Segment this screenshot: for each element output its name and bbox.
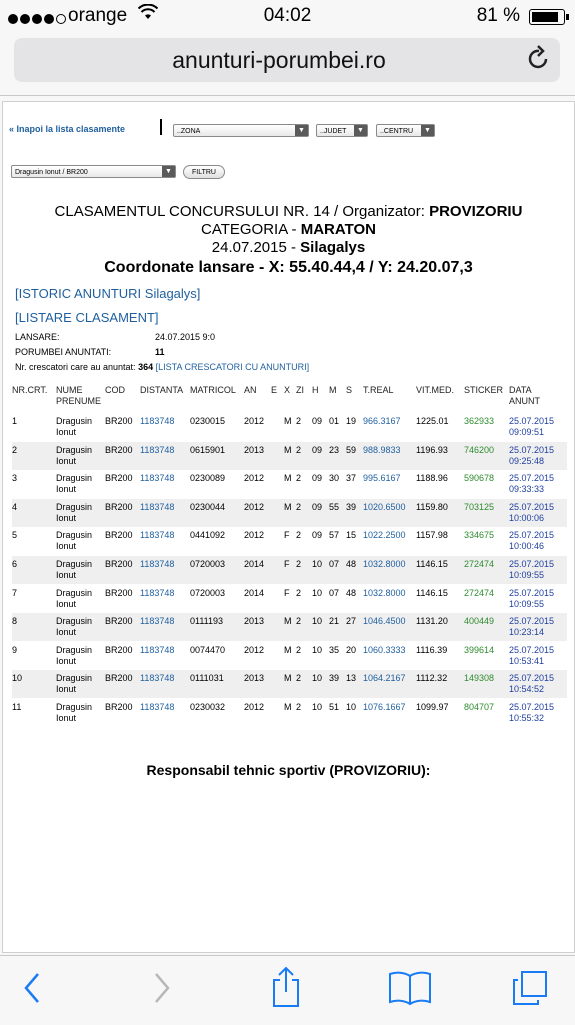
cell-h: 10: [312, 702, 323, 712]
cell-matricol: 0720003: [190, 559, 226, 569]
cell-an: 2012: [244, 702, 265, 712]
cell-nume: Dragusin: [56, 673, 93, 684]
cell-zi: 2: [296, 416, 302, 426]
cell-nume: Dragusin: [56, 616, 93, 627]
cell-vit: 1099.97: [416, 702, 449, 712]
cell-treal[interactable]: 1032.8000: [363, 587, 406, 598]
col-vit: VIT.MED.: [416, 385, 455, 395]
cell-vit: 1131.20: [416, 616, 448, 627]
cell-nume: Dragusin: [56, 702, 93, 712]
cell-prenume: Ionut: [56, 570, 77, 580]
cell-treal[interactable]: 1046.4500: [363, 616, 406, 627]
cell-treal[interactable]: 988.9833: [363, 444, 401, 455]
col-e: E: [271, 385, 278, 395]
cell-vit: 1196.93: [416, 444, 448, 455]
listare-clasament-link[interactable]: [LISTARE CLASAMENT]: [15, 310, 159, 325]
cell-prenume: Ionut: [56, 627, 77, 638]
cell-m: 57: [329, 530, 340, 541]
cell-treal[interactable]: 995.6167: [363, 473, 401, 484]
contest-title-prefix: CLASAMENTUL CONCURSULUI NR. 14 / Organizator:: [54, 203, 430, 220]
cell-h: 10: [312, 587, 323, 598]
cell-ora: 10:09:55: [509, 598, 545, 609]
cell-x: M: [284, 616, 292, 627]
cell-cod: BR200: [105, 501, 133, 512]
cell-nr: 2: [12, 444, 18, 455]
cell-an: 2012: [244, 473, 265, 484]
col-m: M: [329, 385, 337, 395]
cell-x: F: [284, 587, 290, 598]
cell-zi: 2: [296, 444, 302, 455]
cell-m: 39: [329, 673, 340, 684]
cell-sticker: 590678: [464, 473, 495, 484]
cell-an: 2012: [244, 416, 265, 426]
cell-dist[interactable]: 1183748: [140, 501, 175, 512]
cell-m: 21: [329, 616, 340, 627]
cell-s: 20: [346, 644, 357, 655]
cell-sticker: 272474: [464, 559, 495, 569]
cell-x: M: [284, 444, 292, 455]
cell-prenume: Ionut: [56, 713, 77, 723]
col-s: S: [346, 385, 353, 395]
cell-x: M: [284, 416, 292, 426]
col-an: AN: [244, 385, 257, 395]
cell-prenume: Ionut: [56, 655, 77, 666]
cell-cod: BR200: [105, 644, 133, 655]
cell-cod: BR200: [105, 416, 133, 426]
release-place: Silagalys: [300, 239, 366, 256]
cell-an: 2013: [244, 444, 265, 455]
cell-m: 30: [329, 473, 340, 484]
cell-m: 35: [329, 644, 340, 655]
cell-an: 2013: [244, 616, 265, 627]
category-prefix: CATEGORIA -: [200, 221, 301, 238]
cell-prenume: Ionut: [56, 455, 77, 466]
cell-m: 01: [329, 416, 340, 426]
cell-x: M: [284, 702, 292, 712]
cell-nume: Dragusin: [56, 587, 93, 598]
porumbei-row: [15, 347, 165, 357]
cell-zi: 2: [296, 559, 302, 569]
col-zi: ZI: [296, 385, 304, 395]
table-row: [12, 642, 567, 670]
cell-an: 2012: [244, 644, 265, 655]
crescator-select-value: Dragusin Ionut / BR200: [15, 169, 88, 176]
cell-data: 25.07.2015: [509, 416, 555, 426]
back-link-wrapper: [9, 124, 125, 134]
cell-zi: 2: [296, 644, 302, 655]
table-row: [12, 699, 567, 727]
cell-ora: 10:55:32: [509, 713, 545, 723]
cell-treal[interactable]: 1076.1667: [363, 702, 406, 712]
cell-dist[interactable]: 1183748: [140, 616, 175, 627]
cell-prenume: Ionut: [56, 484, 77, 495]
table-row: [12, 499, 567, 527]
cell-m: 55: [329, 501, 340, 512]
chevron-down-icon: ▼: [354, 125, 367, 136]
cell-dist[interactable]: 1183748: [140, 644, 175, 655]
cell-cod: BR200: [105, 559, 133, 569]
cell-nume: Dragusin: [56, 530, 93, 541]
cell-x: M: [284, 673, 292, 684]
back-to-list-link[interactable]: « Inapoi la lista clasamente: [9, 124, 126, 134]
cell-sticker: 746200: [464, 444, 495, 455]
lansare-label: LANSARE:: [15, 332, 60, 342]
cell-nume: Dragusin: [56, 559, 93, 569]
contest-title: [3, 203, 574, 221]
cell-nr: 4: [12, 501, 18, 512]
crescatori-value: 364: [138, 362, 154, 372]
cell-data: 25.07.2015: [509, 530, 555, 541]
tabs-icon[interactable]: [510, 968, 550, 1013]
cell-vit: 1157.98: [416, 530, 448, 541]
cell-sticker: 149308: [464, 673, 495, 684]
cell-s: 13: [346, 673, 357, 684]
responsabil-text: Responsabil tehnic sportiv (PROVIZORIU):: [146, 762, 431, 778]
cell-sticker: 400449: [464, 616, 495, 627]
cell-vit: 1112.32: [416, 673, 448, 684]
cell-m: 23: [329, 444, 340, 455]
cell-dist[interactable]: 1183748: [140, 416, 175, 426]
cell-data: 25.07.2015: [509, 444, 555, 455]
lansare-row: [15, 332, 216, 342]
cell-sticker: 272474: [464, 587, 495, 598]
bookmarks-icon[interactable]: [388, 970, 432, 1011]
cell-nr: 8: [12, 616, 18, 627]
crescatori-row: [15, 362, 309, 372]
status-bar: [0, 0, 575, 34]
cell-vit: 1146.15: [416, 587, 448, 598]
cell-prenume: Ionut: [56, 512, 77, 523]
cell-nr: 3: [12, 473, 18, 484]
cell-matricol: 0230015: [190, 416, 226, 426]
battery-icon: [529, 9, 565, 25]
cell-m: 51: [329, 702, 340, 712]
cell-ora: 10:00:06: [509, 512, 545, 523]
cell-s: 27: [346, 616, 357, 627]
cell-dist[interactable]: 1183748: [140, 587, 175, 598]
cell-nr: 11: [12, 702, 22, 712]
judet-select[interactable]: [316, 124, 368, 137]
cell-ora: 09:33:33: [509, 484, 545, 495]
cell-matricol: 0230032: [190, 702, 226, 712]
table-row: [12, 613, 567, 641]
cell-cod: BR200: [105, 673, 133, 684]
cell-h: 09: [312, 501, 323, 512]
table-row: [12, 670, 567, 698]
cell-an: 2014: [244, 587, 265, 598]
crescatori-label: Nr. crescatori care au anuntat:: [15, 362, 136, 372]
table-row: [12, 470, 567, 498]
cell-ora: 10:23:14: [509, 627, 545, 638]
cell-an: 2013: [244, 673, 265, 684]
col-nr: NR.CRT.: [12, 385, 48, 395]
cell-zi: 2: [296, 587, 302, 598]
cell-dist[interactable]: 1183748: [140, 702, 175, 712]
cell-ora: 09:25:48: [509, 455, 545, 466]
cell-zi: 2: [296, 702, 302, 712]
cell-data: 25.07.2015: [509, 673, 555, 684]
cell-h: 09: [312, 444, 323, 455]
cell-vit: 1188.96: [416, 473, 448, 484]
cell-x: F: [284, 559, 290, 569]
chrome-divider: [0, 95, 575, 96]
cell-s: 37: [346, 473, 357, 484]
browser-toolbar: [0, 955, 575, 1025]
cell-matricol: 0230044: [190, 501, 226, 512]
category-name: MARATON: [300, 221, 376, 238]
cell-vit: 1225.01: [416, 416, 449, 426]
cell-matricol: 0230089: [190, 473, 226, 484]
cell-nr: 9: [12, 644, 18, 655]
cell-nume: Dragusin: [56, 416, 93, 426]
cell-s: 19: [346, 416, 357, 426]
filter-button[interactable]: FILTRU: [183, 165, 225, 179]
cell-treal[interactable]: 1022.2500: [363, 530, 406, 541]
clock: 04:02: [263, 5, 312, 26]
cell-x: F: [284, 530, 290, 541]
cell-cod: BR200: [105, 444, 133, 455]
cell-an: 2014: [244, 559, 265, 569]
cell-s: 39: [346, 501, 357, 512]
cell-matricol: 0111031: [190, 673, 224, 684]
cell-h: 10: [312, 559, 323, 569]
cell-treal[interactable]: 966.3167: [363, 416, 401, 426]
table-row: [12, 556, 567, 584]
zona-select[interactable]: [173, 124, 309, 137]
cell-prenume: Ionut: [56, 541, 77, 552]
cell-h: 09: [312, 473, 323, 484]
cell-vit: 1159.80: [416, 501, 448, 512]
cell-matricol: 0441092: [190, 530, 226, 541]
cell-s: 10: [346, 702, 357, 712]
cell-data: 25.07.2015: [509, 559, 555, 569]
col-distanta: DISTANTA: [140, 385, 184, 395]
cell-treal[interactable]: 1060.3333: [363, 644, 406, 655]
porumbei-value: 11: [155, 347, 165, 357]
cell-cod: BR200: [105, 473, 133, 484]
cell-data: 25.07.2015: [509, 501, 555, 512]
cell-vit: 1146.15: [416, 559, 448, 569]
cell-s: 59: [346, 444, 357, 455]
cell-ora: 10:00:46: [509, 541, 545, 552]
cell-sticker: 362933: [464, 416, 495, 426]
cell-h: 10: [312, 616, 323, 627]
col-h: H: [312, 385, 319, 395]
cell-s: 48: [346, 587, 357, 598]
cell-m: 07: [329, 587, 340, 598]
cell-zi: 2: [296, 473, 302, 484]
cell-nume: Dragusin: [56, 644, 93, 655]
category-line: [3, 221, 574, 239]
lista-crescatori-link[interactable]: [LISTA CRESCATORI CU ANUNTURI]: [155, 362, 310, 372]
cell-treal[interactable]: 1020.6500: [363, 501, 406, 512]
judet-select-value: ..JUDET: [320, 128, 347, 135]
table-row: [12, 585, 567, 613]
cell-nume: Dragusin: [56, 473, 93, 484]
porumbei-label: PORUMBEI ANUNTATI:: [15, 347, 112, 357]
cell-dist[interactable]: 1183748: [140, 673, 175, 684]
cell-dist[interactable]: 1183748: [140, 530, 175, 541]
forward-icon[interactable]: [148, 970, 174, 1011]
cell-zi: 2: [296, 501, 302, 512]
organizer-name: PROVIZORIU: [429, 203, 523, 220]
cell-zi: 2: [296, 530, 302, 541]
web-page: [2, 101, 575, 953]
cell-treal[interactable]: 1032.8000: [363, 559, 406, 569]
cell-h: 10: [312, 673, 323, 684]
cell-matricol: 0074470: [190, 644, 226, 655]
cell-ora: 10:53:41: [509, 655, 545, 666]
cell-nr: 6: [12, 559, 18, 569]
cell-cod: BR200: [105, 587, 133, 598]
cell-zi: 2: [296, 673, 302, 684]
cell-nr: 7: [12, 587, 18, 598]
cell-nume: Dragusin: [56, 501, 93, 512]
cell-h: 09: [312, 416, 323, 426]
coordinates-line: Coordonate lansare - X: 55.40.44,4 / Y: 24.20.07,3: [104, 259, 473, 276]
cell-prenume: Ionut: [56, 427, 77, 437]
cell-data: 25.07.2015: [509, 587, 555, 598]
cell-sticker: 804707: [464, 702, 495, 712]
cell-sticker: 334675: [464, 530, 495, 541]
back-icon[interactable]: [20, 970, 46, 1011]
col-treal: T.REAL: [363, 385, 394, 395]
crescator-select[interactable]: [11, 165, 176, 178]
zona-select-value: ..ZONA: [177, 128, 201, 135]
centru-select-value: ..CENTRU: [380, 128, 414, 135]
table-row: [12, 442, 567, 470]
centru-select[interactable]: [376, 124, 435, 137]
nav-separator: [160, 119, 162, 135]
cell-matricol: 0111193: [190, 616, 224, 627]
cell-dist[interactable]: 1183748: [140, 473, 175, 484]
cell-dist[interactable]: 1183748: [140, 559, 175, 569]
cell-data: 25.07.2015: [509, 616, 555, 627]
table-row: [12, 413, 567, 441]
cell-cod: BR200: [105, 702, 133, 712]
cell-matricol: 0720003: [190, 587, 226, 598]
share-icon[interactable]: [268, 966, 304, 1013]
address-bar[interactable]: [14, 38, 560, 82]
cell-data: 25.07.2015: [509, 473, 555, 484]
cell-ora: 10:09:55: [509, 570, 545, 580]
cell-an: 2012: [244, 501, 265, 512]
carrier-label: orange: [68, 5, 128, 26]
cell-vit: 1116.39: [416, 644, 448, 655]
cell-s: 48: [346, 559, 357, 569]
cell-nume: Dragusin: [56, 444, 93, 455]
cell-treal[interactable]: 1064.2167: [363, 673, 406, 684]
cell-x: M: [284, 501, 292, 512]
lansare-value: 24.07.2015 9:0: [155, 332, 216, 342]
cell-sticker: 703125: [464, 501, 495, 512]
cell-m: 07: [329, 559, 340, 569]
reload-icon[interactable]: [526, 44, 552, 79]
cell-data: 25.07.2015: [509, 644, 555, 655]
cell-matricol: 0615901: [190, 444, 226, 455]
cell-cod: BR200: [105, 616, 133, 627]
date-line: [3, 239, 574, 257]
col-data: DATA ANUNT: [509, 385, 540, 406]
battery-percentage: 81 %: [476, 5, 520, 26]
cell-zi: 2: [296, 616, 302, 627]
chevron-down-icon: ▼: [295, 125, 308, 136]
cell-s: 15: [346, 530, 357, 541]
col-sticker: STICKER: [464, 385, 504, 395]
cell-dist[interactable]: 1183748: [140, 444, 175, 455]
cell-prenume: Ionut: [56, 684, 77, 695]
cell-nr: 5: [12, 530, 18, 541]
table-row: [12, 527, 567, 555]
cell-x: M: [284, 644, 292, 655]
url-text[interactable]: anunturi-porumbei.ro: [172, 47, 386, 73]
cell-nr: 10: [12, 673, 23, 684]
chevron-down-icon: ▼: [421, 125, 434, 136]
col-x: X: [284, 385, 291, 395]
cell-sticker: 399614: [464, 644, 495, 655]
cell-an: 2012: [244, 530, 265, 541]
cell-h: 10: [312, 644, 323, 655]
release-date: 24.07.2015 -: [211, 239, 301, 256]
cell-prenume: Ionut: [56, 598, 77, 609]
cell-cod: BR200: [105, 530, 133, 541]
cell-data: 25.07.2015: [509, 702, 555, 712]
cell-ora: 09:09:51: [509, 427, 545, 437]
cell-ora: 10:54:52: [509, 684, 545, 695]
col-nume: NUME PRENUME: [56, 385, 102, 406]
table-header: [12, 385, 567, 409]
chevron-down-icon: ▼: [162, 166, 175, 177]
col-cod: COD: [105, 385, 125, 395]
cell-nr: 1: [12, 416, 18, 426]
istoric-anunturi-link[interactable]: [ISTORIC ANUNTURI Silagalys]: [15, 286, 201, 301]
cell-h: 09: [312, 530, 323, 541]
col-matricol: MATRICOL: [190, 385, 236, 395]
cell-x: M: [284, 473, 292, 484]
